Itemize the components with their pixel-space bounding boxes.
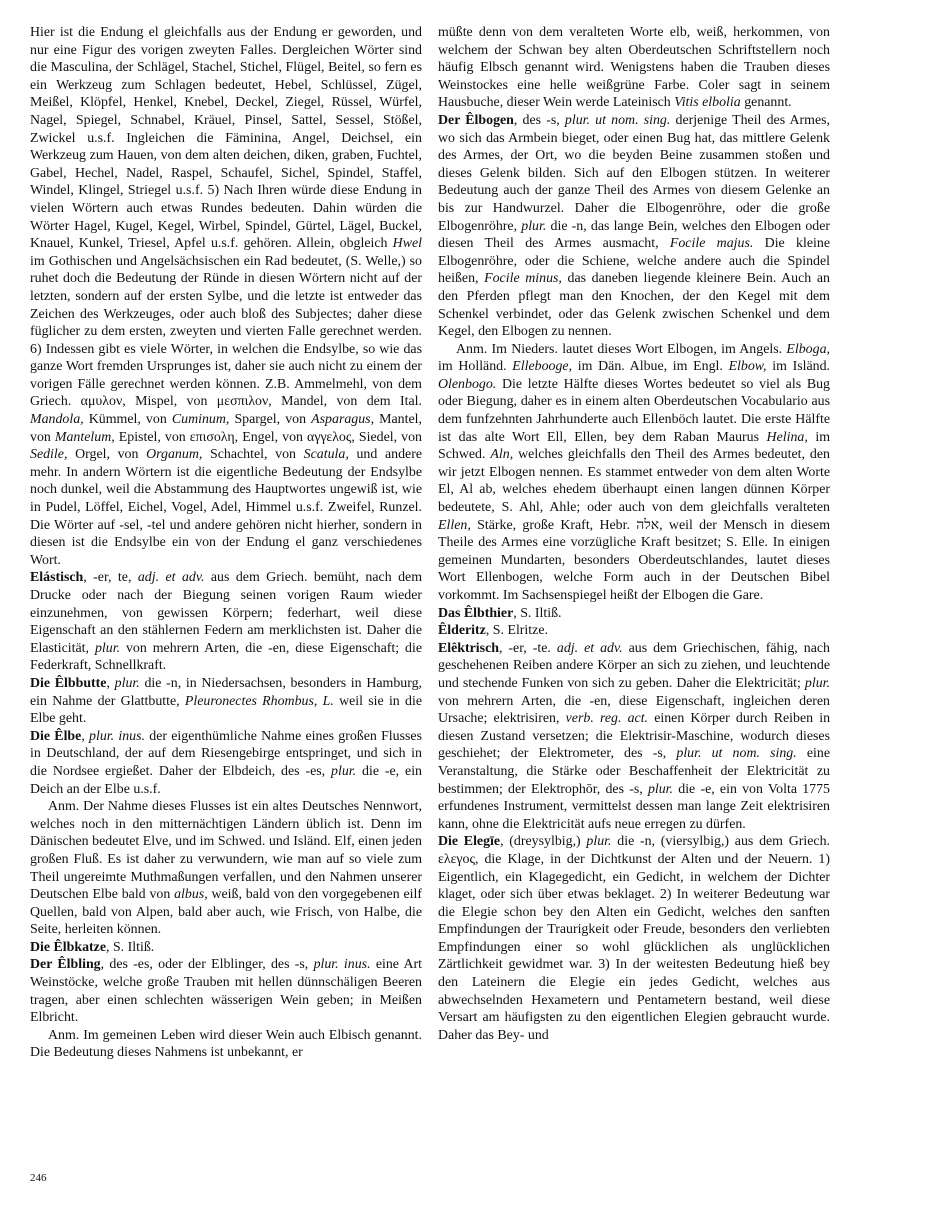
text-segment: müßte denn von dem veralteten Worte elb, weiß, herkommen, von welchem der Schwan bey alten Oberdeutschen Schriftstellern noch häufig Elbsch genannt wird. Wenigstens haben die Trauben dieses Weinstockes eine helle weißgrüne Farbe. Coler sagt in seinem Hausbuche, dieser Wein werde Lateinisch xyxy=(438,25,830,111)
text-segment: die -e, ein Deich an der Elbe u.s.f. xyxy=(30,763,422,797)
continued-paragraph xyxy=(438,24,830,112)
text-segment: , S. Iltiß. xyxy=(513,605,562,621)
italic-term: Aln, xyxy=(490,447,514,463)
italic-term: Vitis elbolia xyxy=(674,95,741,111)
text-segment: von mehrern Arten, die -en, diese Eigenschaft, ingleichen deren Ursache; elektrisiren, xyxy=(438,693,830,727)
text-segment: Epistel, von επισολη, Engel, von αγγελος, Siedel, von xyxy=(114,429,423,445)
text-segment: welches gleichfalls den Theil des Armes bedeutet, den wir jetzt Elbogen nennen. Es stammet entweder von dem alten Worte El, Al ab, welches ehedem überhaupt einen langen dünnen Körper bedeutete, S. Ahl, Ahle; oder auch von dem gleichfalls veralteten xyxy=(438,447,830,516)
italic-term: plur. inus. xyxy=(313,957,371,973)
text-segment: , (dreysylbig,) xyxy=(500,834,587,850)
italic-term: Cuminum, xyxy=(171,412,230,428)
dictionary-entry xyxy=(30,728,422,798)
headword: Die Êlbkatze xyxy=(30,939,107,955)
text-segment: im Isländ. xyxy=(766,359,830,375)
text-segment: die -e, ein von Volta 1775 erfundenes Instrument, vermittelst dessen man lange Zeit elektrisiren kann, ohne die Elektricität aufs neue erregen zu dürfen. xyxy=(438,781,830,832)
text-segment: eine Art Weinstöcke, welche große Trauben mit hellen dünnschäligen Beeren tragen, aber einen schlechten wässerigen Wein geben; in Meißen Elbricht. xyxy=(30,957,422,1026)
italic-term: Mantelum, xyxy=(54,429,115,445)
text-segment: im Gothischen und Angelsächsischen ein Rad bedeutet, (S. Welle,) so ruhet doch die Bedeutung der Ründe in diesen Wörtern nicht auf der letzten, sondern auf der ersten Sylbe, und die letzte ist entweder das Zeichen des Werkzeuges, oder auch bloß des Subjectes; daher diese füglicher zu dem ersten, zweyten und vierten Falle gerechnet werden. 6) Indessen gibt es viele Wörter, in welchen die Endsylbe, so wie das ganze Wort fremden Ursprunges ist, daher sie auch nicht zu einem der vorigen Fälle gerechnet werden können. Z.B. Ammelmehl, von dem Griech. αμυλον, Mispel, von μεσπιλον, Mandel, von dem Ital. xyxy=(30,253,422,410)
text-segment: derjenige Theil des Armes, wo sich das Armbein bieget, oder einen Bug hat, das mittlere Gelenk des Armes, der Ort, wo die beyden Beine zusammen stoßen und dieses Gelenk bilden. Sich auf den Elbogen stützen. In weiterer Bedeutung auch der ganze Theil des Armes von diesem Gelenke an bis zur Handwurzel. Daher die Elbogenröhre, oder die große Elbogenröhre, xyxy=(438,112,831,234)
text-segment: Mantel, von xyxy=(30,412,422,445)
headword: Der Êlbogen xyxy=(438,112,514,128)
text-segment: , des -s, xyxy=(513,112,565,128)
italic-term: Ellebooge, xyxy=(512,359,573,375)
italic-term: plur. inus. xyxy=(89,728,146,744)
headword: Elástisch xyxy=(30,570,84,586)
text-segment: von mehrern Arten, die -en, diese Eigenschaft; die Federkraft, Schnellkraft. xyxy=(30,640,423,674)
text-segment: Hier ist die Endung el gleichfalls aus der Endung er geworden, und nur eine Figur des vorigen zweyten Falles. Dergleichen Wörter sind die Masculina, der Schlägel, Stachel, Stichel, Flügel, Beitel, so fern es ein Werkzeug zum Schlagen bedeutet, Hebel, Schlüssel, Zügel, Meißel, Klöpfel, Henkel, Knebel, Deckel, Ziegel, Rüssel, Würfel, Nagel, Spiegel, Schnabel, Kräuel, Pinsel, Sattel, Sessel, Stößel, Zwickel u.s.f. Ingleichen die Fäminina, Angel, Deichsel, ein Werkzeug zum Hauen, von dem alten deichen, diken, graben, Fuchtel, Gabel, Hechel, Nadel, Raspel, Schaufel, Sichel, Spindel, Staffel, Windel, Klingel, Striegel u.s.f. 5) Nach Ihren würde diese Endung in vielen Wörtern auch etwas Rundes bedeuten. Dahin würden die Wörter Hagel, Kugel, Kegel, Wirbel, Spindel, Gürtel, Lägel, Buckel, Knauel, Kunkel, Triesel, Apfel u.s.f. gehören. Allein, obgleich xyxy=(30,25,422,252)
text-segment: genannt. xyxy=(740,95,792,111)
text-segment: , des -es, oder der Elblinger, des -s, xyxy=(100,957,314,973)
text-segment: Die kleine Elbogenröhre, oder die Schiene, welche andere auch die Spindel heißen, xyxy=(438,236,830,287)
annotation-paragraph xyxy=(30,1027,422,1062)
headword: Êlderitz xyxy=(438,623,486,639)
italic-term: plur. xyxy=(586,834,612,850)
italic-term: Elbow, xyxy=(728,359,767,375)
annotation-paragraph xyxy=(30,798,422,939)
text-segment: weiß, bald von den vorgegebenen eilf Quellen, bald von Alpen, bald aber auch, wie Frisch, von Halbe, die Seite, herleiten können. xyxy=(30,887,422,938)
italic-term: plur. ut nom. sing. xyxy=(676,746,797,762)
text-segment: Kümmel, von xyxy=(83,412,172,428)
text-segment: , -er, -te. xyxy=(498,640,557,656)
italic-term: Elboga, xyxy=(786,341,830,357)
headword: Das Êlbthier xyxy=(438,605,514,621)
text-segment: weil sie in die Elbe geht. xyxy=(30,693,422,727)
italic-term: Focile majus. xyxy=(669,236,754,252)
text-segment: die -n, in Niedersachsen, besonders in Hamburg, ein Nahme der Glattbutte, xyxy=(30,675,422,709)
italic-term: albus, xyxy=(174,887,208,903)
annotation-paragraph xyxy=(438,341,830,605)
dictionary-entry xyxy=(30,569,422,675)
text-segment: Stärke, große Kraft, Hebr. אלה, weil der Mensch in diesem Theile des Armes eine vorzügliche Kraft besitzet; S. Elle. In einigen gemeinen Mundarten, besonders Oberdeutschlandes, lautet dieses Wort Ellenbogen, welche Form auch in der Deutschen Bibel vorkommt. Im Sachsenspiegel heißt der Elbogen die Gare. xyxy=(438,517,830,603)
italic-term: Organum, xyxy=(146,447,203,463)
headword: Elêktrisch xyxy=(438,640,499,656)
text-segment: im Schwed. xyxy=(438,429,831,463)
text-segment: und andere mehr. In andern Wörtern ist die eigentliche Bedeutung der Endsylbe noch dunkel, weil die Abstammung des Hauptwortes ungewiß ist, wie in Pudel, Löffel, Eichel, Vogel, Adel, Himmel u.s.f. Zweifel, Runzel. Die Wörter auf -sel, -tel und andere gehören nicht hierher, sondern in diesen ist die Endsylbe ein von der Endung el ganz verschiedenes Wort. xyxy=(30,447,423,568)
dictionary-entry xyxy=(438,112,830,341)
text-segment: , xyxy=(81,728,90,744)
text-segment: Orgel, von xyxy=(67,447,147,463)
italic-term: plur. xyxy=(804,675,830,691)
text-segment: der eigenthümliche Nahme eines großen Flusses in Deutschland, der auf dem Riesengebirge entspringet, und sich in die Nordsee ergießet. Daher der Elbdeich, des -es, xyxy=(30,728,422,779)
headword: Die Êlbbutte xyxy=(30,675,107,691)
right-column xyxy=(438,24,830,1044)
text-segment: Anm. Im Nieders. lautet dieses Wort Elbogen, im Angels. xyxy=(456,341,787,357)
italic-term: Pleuronectes Rhombus, L. xyxy=(184,693,334,709)
text-segment: aus dem Griechischen, fähig, nach geschehenen Reiben andere Körper an sich zu ziehen, und leuchtende und stechende Funken von sich zu geben. Daher die Elektricität; xyxy=(438,640,830,691)
text-segment: , -er, te, xyxy=(83,570,138,586)
italic-term: Hwel xyxy=(392,236,422,252)
text-segment: Spargel, von xyxy=(229,412,312,428)
italic-term: plur. xyxy=(521,218,547,234)
left-column xyxy=(30,24,422,1062)
italic-term: plur. xyxy=(114,675,140,691)
text-segment: Anm. Der Nahme dieses Flusses ist ein altes Deutsches Nennwort, welches noch in den mitternächtigen Ländern üblich ist. Denn im Dänischen bedeutet Elve, und im Schwed. und Isländ. Elf, einen jeden großen Fluß. Es ist daher zu verwundern, wie man auf so viele zum Theil ungereimte Muthmaßungen verfallen, und den Nahmen unserer Deutschen Elbe bald von xyxy=(30,799,422,903)
text-segment: im Dän. Albue, im Engl. xyxy=(572,359,729,375)
italic-term: adj. et adv. xyxy=(137,570,205,586)
text-segment: , xyxy=(106,675,115,691)
italic-term: verb. reg. act. xyxy=(565,711,649,727)
italic-term: plur. xyxy=(331,763,357,779)
headword: Die Êlbe xyxy=(30,728,82,744)
dictionary-entry xyxy=(438,640,830,834)
dictionary-entry xyxy=(30,956,422,1026)
dictionary-entry xyxy=(30,675,422,728)
text-segment: Schachtel, von xyxy=(202,447,304,463)
headword: Die Elegīe xyxy=(438,834,501,850)
page-number: 246 xyxy=(30,1172,47,1184)
text-segment: aus dem Griech. bemüht, nach dem Drucke oder nach der Biegung seinen vorigen Raum wieder einzunehmen, von gewissen Körpern; federhart, weil diese Eigenschaft an den stählernen Federn am merklichsten ist. Daher die Elasticität, xyxy=(30,570,422,656)
dictionary-entry xyxy=(30,939,422,957)
italic-term: Asparagus, xyxy=(311,412,375,428)
text-segment: einen Körper durch Reiben in diesen Zustand versetzen; die Elektrisir-Maschine, wodurch dieses geschiehet; der Elektrometer, des -s, xyxy=(438,711,831,762)
italic-term: Ellen, xyxy=(438,517,471,533)
dictionary-entry xyxy=(438,605,830,623)
continued-paragraph xyxy=(30,24,422,569)
italic-term: plur. xyxy=(647,781,674,797)
italic-term: Mandola, xyxy=(30,412,84,428)
italic-term: Scatula, xyxy=(303,447,349,463)
text-segment: im Holländ. xyxy=(438,359,513,375)
italic-term: Focile minus, xyxy=(484,271,562,287)
italic-term: Sedile, xyxy=(30,447,68,463)
dictionary-entry xyxy=(438,622,830,640)
text-segment: die -n, (viersylbig,) aus dem Griech. ελεγος, die Klage, in der Dichtkunst der Alten und der Neuern. 1) Eigentlich, ein Klagegedicht, ein Gedicht, in welchem der Dichter klaget, oder sich über etwas beklaget. 2) In weiterer Bedeutung war die Elegie schon bey den Alten ein Gedicht, welches den sanften Empfindungen der Traurigkeit oder Freude, besonders den verliebten Empfindungen einer so wohl glücklichen als unglücklichen Zärtlichkeit gewidmet war. 3) In der weitesten Bedeutung hieß bey den Lateinern die Elegie ein jedes Gedicht, welches aus abwechselnden Hexametern und Pentametern bestand, weil diese Versart am häufigsten zu den eigentlichen Elegien gebraucht wurde. Daher das Bey- und xyxy=(438,834,830,1043)
text-segment: Anm. Im gemeinen Leben wird dieser Wein auch Elbisch genannt. Die Bedeutung dieses Nahmens ist unbekannt, er xyxy=(30,1027,422,1061)
text-segment: das daneben liegende kleinere Bein. Auch an den Pferden pflegt man den Knochen, der den Kegel mit dem Schenkel verbindet, oder das Gelenk zwischen Schenkel und dem Kegel, den Elbogen zu nennen. xyxy=(438,271,830,340)
text-segment: , S. Iltiß. xyxy=(106,939,155,955)
italic-term: plur. ut nom. sing. xyxy=(564,112,671,128)
dictionary-entry xyxy=(438,833,830,1044)
italic-term: Helina, xyxy=(766,429,808,445)
headword: Der Êlbling xyxy=(30,957,101,973)
text-segment: die -n, das lange Bein, welches den Elbogen oder diesen Theil des Armes ausmacht, xyxy=(438,218,830,252)
italic-term: Olenbogo. xyxy=(438,376,497,392)
italic-term: adj. et adv. xyxy=(556,640,623,656)
text-segment: , S. Elritze. xyxy=(485,623,548,639)
text-segment: Die letzte Hälfte dieses Wortes bedeutet so viel als Bug oder Biegung, daher es in einem alten Oberdeutschen Vocabulario aus dem funfzehnten Jahrhunderte auch Ellenböch lautet. Die erste Hälfte ist das alte Wort Ell, Ellen, bey dem Raban Maurus xyxy=(438,376,830,445)
text-segment: eine Veranstaltung, die Stärke oder Beschaffenheit der Elektricität zu bestimmen; der Elektrophōr, des -s, xyxy=(438,746,830,797)
italic-term: plur. xyxy=(94,640,121,656)
